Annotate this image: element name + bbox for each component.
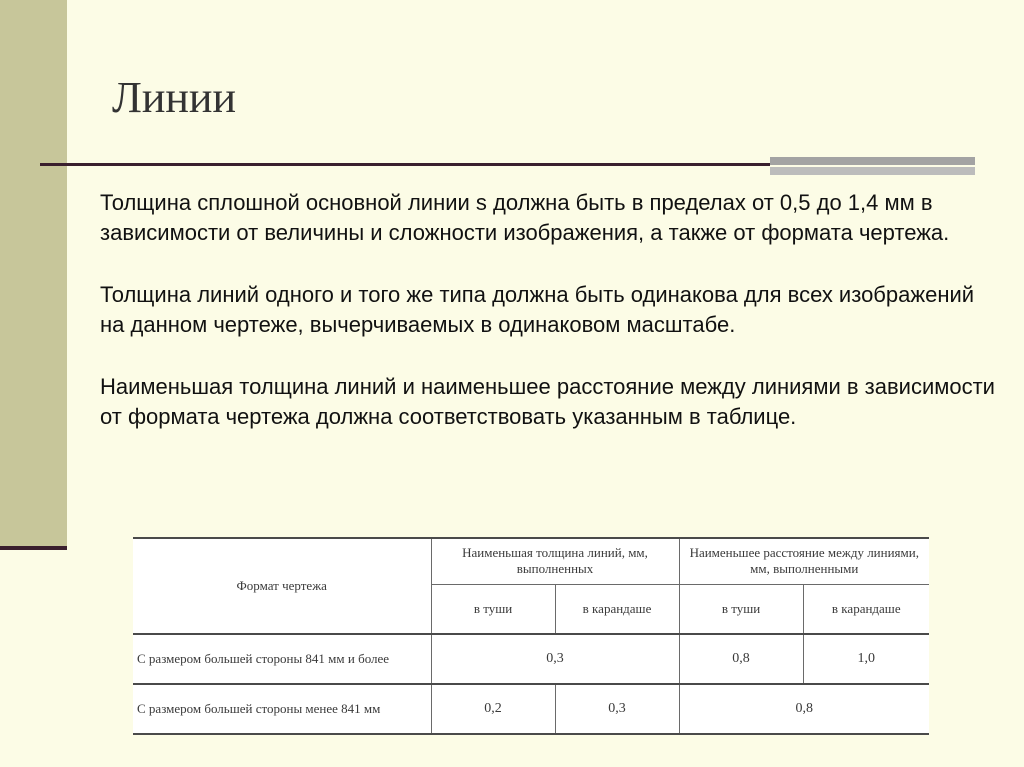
subheader-pencil-distance: в карандаше — [803, 584, 929, 634]
subheader-pencil-thickness: в карандаше — [555, 584, 679, 634]
row2-label: С размером большей стороны менее 841 мм — [133, 684, 431, 734]
row2-thickness-pencil: 0,3 — [555, 684, 679, 734]
row1-distance-pencil: 1,0 — [803, 634, 929, 684]
header-distance: Наименьшее расстояние между линиями, мм, выполненными — [679, 538, 929, 584]
side-band-rule — [0, 546, 67, 550]
subheader-ink-distance: в туши — [679, 584, 803, 634]
row1-label: С размером большей стороны 841 мм и более — [133, 634, 431, 684]
slide-body — [100, 188, 1000, 464]
accent-bar-light — [770, 167, 975, 175]
row2-distance: 0,8 — [679, 684, 929, 734]
line-thickness-table — [133, 537, 929, 733]
header-thickness: Наименьшая толщина линий, мм, выполненных — [431, 538, 679, 584]
row2-thickness-ink: 0,2 — [431, 684, 555, 734]
title-rule-accent — [770, 157, 975, 177]
paragraph-uniform-thickness: Толщина линий одного и того же типа должна быть одинакова для всех изображений на данном чертеже, вычерчиваемых в одинаковом масштабе. — [100, 282, 975, 337]
slide-title: Линии — [112, 73, 237, 122]
paragraph-line-thickness: Толщина сплошной основной линии s должна быть в пределах от 0,5 до 1,4 мм в зависимости от величины и сложности изображения, а также от формата чертежа. — [100, 190, 950, 245]
row1-distance-ink: 0,8 — [679, 634, 803, 684]
subheader-ink-thickness: в туши — [431, 584, 555, 634]
title-rule — [40, 163, 770, 166]
accent-bar-dark — [770, 157, 975, 165]
header-format: Формат чертежа — [133, 538, 431, 634]
paragraph-table-reference: Наименьшая толщина линий и наименьшее расстояние между линиями в зависимости от формата чертежа должна соответствовать указанным в таблице. — [100, 374, 995, 429]
side-band — [0, 0, 67, 548]
row1-thickness: 0,3 — [431, 634, 679, 684]
